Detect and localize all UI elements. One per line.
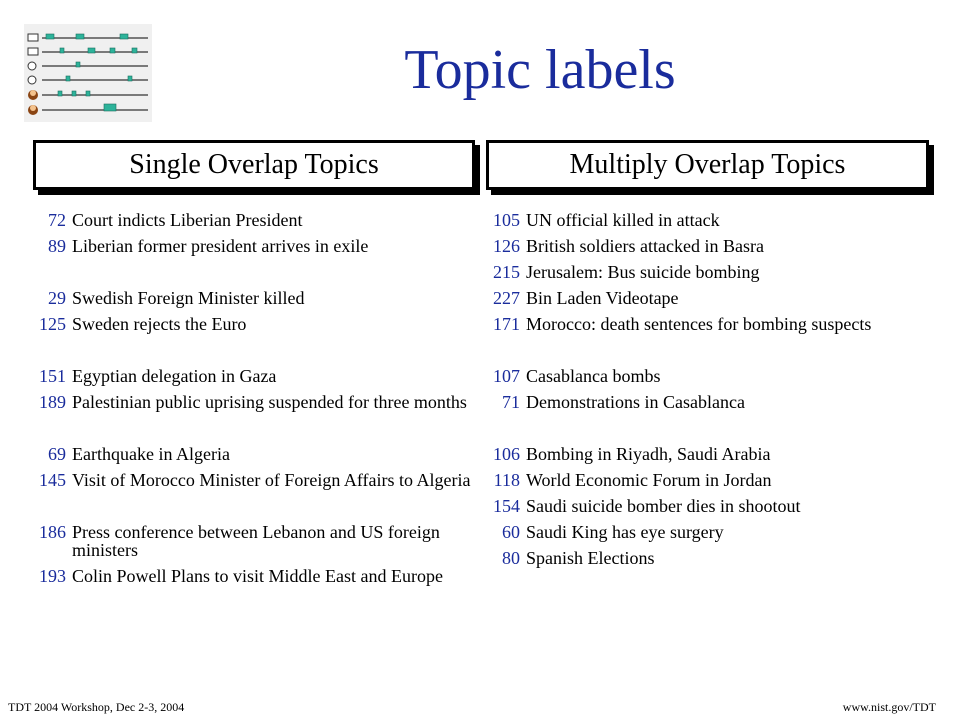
topic-number: 171 xyxy=(493,314,520,334)
topic-number: 125 xyxy=(39,314,66,334)
topic-number: 69 xyxy=(48,444,66,464)
topic-label: Sweden rejects the Euro xyxy=(72,314,247,334)
topic-item xyxy=(24,233,474,259)
topic-number: 193 xyxy=(39,566,66,586)
topic-label: Egyptian delegation in Gaza xyxy=(72,366,277,386)
topic-label: Earthquake in Algeria xyxy=(72,444,230,464)
topic-number: 105 xyxy=(493,210,520,230)
group-spacer xyxy=(24,259,474,285)
footer-event: TDT 2004 Workshop, Dec 2-3, 2004 xyxy=(8,700,185,714)
topic-label: Bin Laden Videotape xyxy=(526,288,679,308)
topic-item xyxy=(478,519,948,545)
single-overlap-list xyxy=(24,207,474,589)
topic-item xyxy=(478,389,948,415)
topic-label: Bombing in Riyadh, Saudi Arabia xyxy=(526,444,771,464)
topic-number: 72 xyxy=(48,210,66,230)
topic-label: Press conference between Lebanon and US foreign ministers xyxy=(72,522,440,560)
topic-label: UN official killed in attack xyxy=(526,210,720,230)
topic-label: Morocco: death sentences for bombing suspects xyxy=(526,314,872,334)
topic-item xyxy=(478,545,948,571)
topic-number: 80 xyxy=(502,548,520,568)
topic-item xyxy=(478,311,948,337)
topic-item xyxy=(478,363,948,389)
group-spacer xyxy=(478,415,948,441)
topic-number: 186 xyxy=(39,522,66,542)
topic-number: 107 xyxy=(493,366,520,386)
topic-label: Palestinian public uprising suspended for three months xyxy=(72,392,467,412)
topic-item xyxy=(478,207,948,233)
topic-number: 151 xyxy=(39,366,66,386)
topic-item xyxy=(478,441,948,467)
single-overlap-header: Single Overlap Topics xyxy=(33,140,475,190)
topic-number: 227 xyxy=(493,288,520,308)
topic-item xyxy=(478,467,948,493)
topic-label: British soldiers attacked in Basra xyxy=(526,236,764,256)
topic-item xyxy=(24,519,474,563)
timeline-logo-icon xyxy=(24,24,152,122)
topic-number: 118 xyxy=(493,470,520,490)
topic-label: World Economic Forum in Jordan xyxy=(526,470,772,490)
group-spacer xyxy=(478,337,948,363)
topic-label: Liberian former president arrives in exile xyxy=(72,236,369,256)
topic-label: Swedish Foreign Minister killed xyxy=(72,288,305,308)
topic-item xyxy=(24,467,474,493)
topic-number: 154 xyxy=(493,496,520,516)
topic-label: Colin Powell Plans to visit Middle East and Europe xyxy=(72,566,443,586)
topic-label: Jerusalem: Bus suicide bombing xyxy=(526,262,760,282)
topic-item xyxy=(478,493,948,519)
page-title: Topic labels xyxy=(404,39,676,101)
topic-label: Saudi suicide bomber dies in shootout xyxy=(526,496,801,516)
group-spacer xyxy=(24,337,474,363)
topic-label: Demonstrations in Casablanca xyxy=(526,392,745,412)
topic-number: 29 xyxy=(48,288,66,308)
topic-number: 60 xyxy=(502,522,520,542)
group-spacer xyxy=(24,415,474,441)
topic-number: 106 xyxy=(493,444,520,464)
multiply-overlap-list xyxy=(478,207,948,571)
topic-item xyxy=(478,233,948,259)
topic-number: 71 xyxy=(502,392,520,412)
topic-item xyxy=(24,311,474,337)
topic-item xyxy=(24,363,474,389)
topic-item xyxy=(478,259,948,285)
topic-number: 189 xyxy=(39,392,66,412)
topic-item xyxy=(24,389,474,415)
topic-label: Casablanca bombs xyxy=(526,366,661,386)
topic-item xyxy=(24,441,474,467)
group-spacer xyxy=(24,493,474,519)
topic-label: Saudi King has eye surgery xyxy=(526,522,724,542)
footer-url: www.nist.gov/TDT xyxy=(842,700,936,714)
topic-item xyxy=(24,285,474,311)
topic-number: 215 xyxy=(493,262,520,282)
topic-item xyxy=(478,285,948,311)
topic-number: 145 xyxy=(39,470,66,490)
topic-label: Court indicts Liberian President xyxy=(72,210,303,230)
topic-number: 126 xyxy=(493,236,520,256)
multiply-overlap-header: Multiply Overlap Topics xyxy=(486,140,929,190)
topic-label: Spanish Elections xyxy=(526,548,655,568)
topic-item xyxy=(24,563,474,589)
topic-label: Visit of Morocco Minister of Foreign Affairs to Algeria xyxy=(72,470,471,490)
topic-item xyxy=(24,207,474,233)
topic-number: 89 xyxy=(48,236,66,256)
